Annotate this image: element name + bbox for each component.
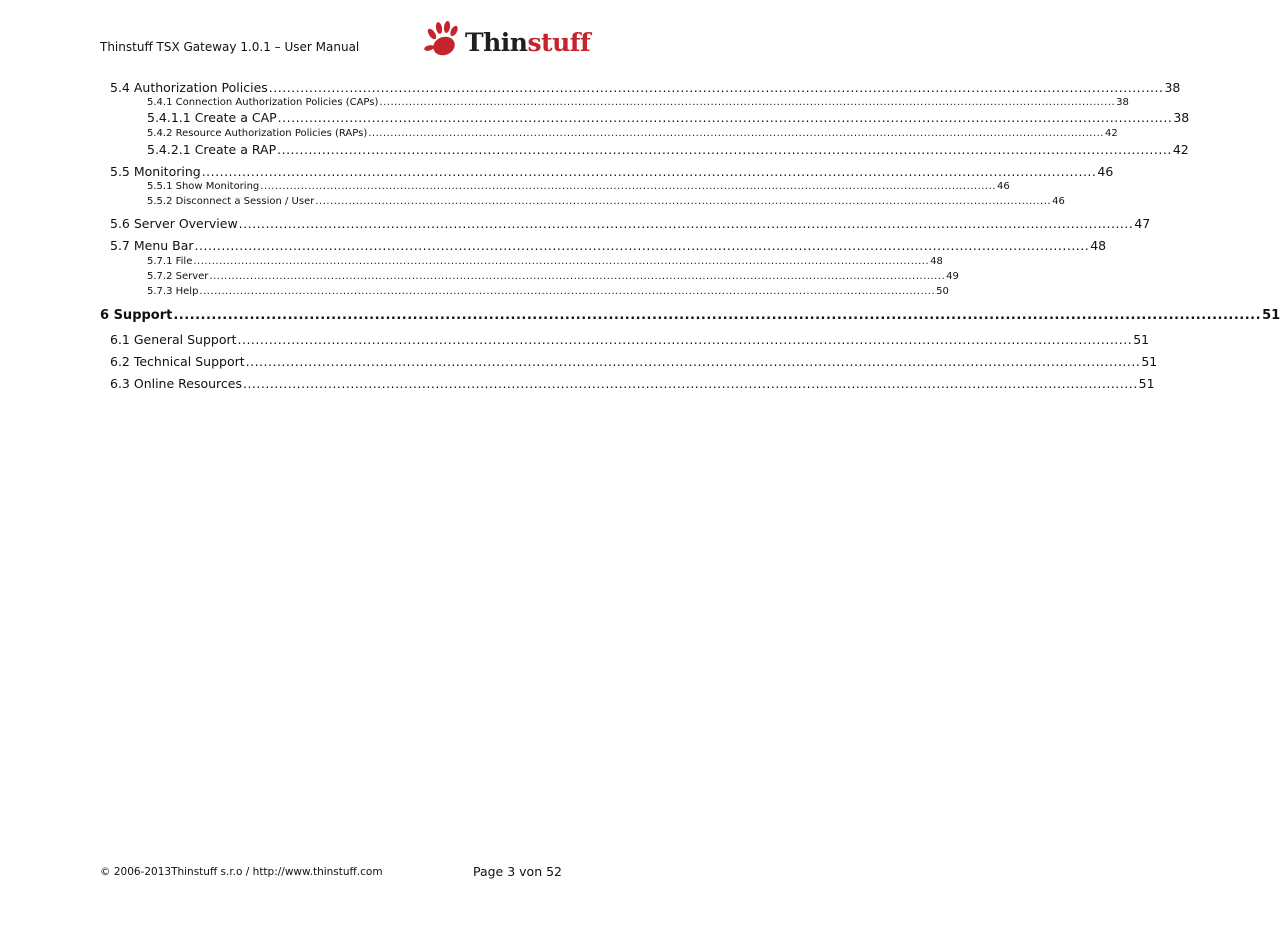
toc-entry-page: 42 <box>1172 142 1189 157</box>
toc-leader-dots: ........................................................................................................................................................................................................ <box>237 332 1133 347</box>
toc-leader-dots: ........................................................................................................................................................................................................ <box>238 216 1134 231</box>
toc-leader-dots: ........................................................................................................................................................................................................ <box>242 376 1138 391</box>
toc-leader-dots: ........................................................................................................................................................................................................ <box>277 142 1172 157</box>
toc-leader-dots: ........................................................................................................................................................................................................ <box>193 256 930 267</box>
toc-entry-title: 5.4.2 Resource Authorization Policies (RAPs) <box>147 128 368 139</box>
toc-entry[interactable] <box>147 128 1118 139</box>
toc-entry[interactable] <box>110 376 1155 391</box>
toc-entry-title: 5.4.2.1 Create a RAP <box>147 142 277 157</box>
toc-entry-title: 5.4.1 Connection Authorization Policies (CAPs) <box>147 97 379 108</box>
toc-entry[interactable] <box>110 216 1151 231</box>
toc-leader-dots: ........................................................................................................................................................................................................ <box>199 286 936 297</box>
toc-entry-title: 5.5.2 Disconnect a Session / User <box>147 196 315 207</box>
toc-entry-page: 49 <box>946 271 959 282</box>
toc-entry-page: 48 <box>1090 238 1107 253</box>
toc-entry-title: 5.7 Menu Bar <box>110 238 194 253</box>
toc-leader-dots: ........................................................................................................................................................................................................ <box>201 164 1097 179</box>
toc-entry-title: 5.4.1.1 Create a CAP <box>147 110 277 125</box>
toc-leader-dots: ........................................................................................................................................................................................................ <box>245 354 1141 369</box>
toc-entry-page: 38 <box>1164 80 1181 95</box>
toc-entry[interactable] <box>147 196 1065 207</box>
toc-entry[interactable] <box>147 110 1190 125</box>
toc-entry[interactable] <box>147 271 959 282</box>
toc-entry-page: 51 <box>1133 332 1150 347</box>
toc-entry[interactable] <box>147 142 1189 157</box>
toc-entry[interactable] <box>147 97 1129 108</box>
toc-entry[interactable] <box>110 332 1150 347</box>
logo-wordmark-stuff: stuff <box>527 28 591 57</box>
document-header-title: Thinstuff TSX Gateway 1.0.1 – User Manual <box>100 40 360 54</box>
toc-leader-dots: ........................................................................................................................................................................................................ <box>209 271 946 282</box>
toc-entry-title: 6.2 Technical Support <box>110 354 245 369</box>
toc-entry-page: 46 <box>997 181 1010 192</box>
toc-entry[interactable] <box>110 80 1181 95</box>
toc-entry[interactable] <box>147 256 943 267</box>
toc-leader-dots: ........................................................................................................................................................................................................ <box>277 110 1173 125</box>
toc-leader-dots: ........................................................................................................................................................................................................ <box>268 80 1164 95</box>
toc-entry-page: 42 <box>1104 128 1118 139</box>
toc-entry[interactable] <box>110 354 1158 369</box>
thinstuff-logo <box>423 20 598 62</box>
toc-leader-dots: ........................................................................................................................................................................................................ <box>315 196 1052 207</box>
toc-leader-dots: ........................................................................................................................................................................................................ <box>194 238 1090 253</box>
toc-leader-dots: ........................................................................................................................................................................................................ <box>379 97 1116 108</box>
toc-entry-title: 5.7.3 Help <box>147 286 199 297</box>
toc-entry-title: 5.4 Authorization Policies <box>110 80 268 95</box>
toc-entry-title: 5.7.1 File <box>147 256 193 267</box>
toc-entry-page: 46 <box>1052 196 1065 207</box>
toc-leader-dots: ........................................................................................................................................................................................................ <box>368 128 1104 139</box>
footer-copyright: © 2006-2013Thinstuff s.r.o / http://www.thinstuff.com <box>100 866 383 878</box>
toc-entry-title: 5.6 Server Overview <box>110 216 238 231</box>
logo-wordmark <box>465 28 590 57</box>
toc-entry-title: 6.1 General Support <box>110 332 237 347</box>
footer-page-number: Page 3 von 52 <box>472 864 562 879</box>
hand-logo-icon <box>423 20 467 62</box>
toc-entry-page: 50 <box>936 286 949 297</box>
toc-entry-chapter[interactable] <box>100 308 1280 323</box>
toc-entry[interactable] <box>147 181 1010 192</box>
toc-entry[interactable] <box>110 164 1114 179</box>
toc-entry-page: 47 <box>1134 216 1151 231</box>
toc-entry-page: 48 <box>930 256 943 267</box>
toc-entry-page: 38 <box>1116 97 1129 108</box>
toc-entry-title: 6.3 Online Resources <box>110 376 242 391</box>
toc-entry-page: 46 <box>1097 164 1114 179</box>
toc-entry-page: 38 <box>1173 110 1190 125</box>
toc-entry-title: 5.7.2 Server <box>147 271 209 282</box>
toc-entry-title: 6 Support <box>100 308 173 323</box>
toc-leader-dots: ........................................................................................................................................................................................................ <box>173 308 1262 323</box>
toc-leader-dots: ........................................................................................................................................................................................................ <box>260 181 997 192</box>
toc-entry-page: 51 <box>1138 376 1155 391</box>
logo-wordmark-thin: Thin <box>465 28 528 57</box>
toc-entry-page: 51 <box>1262 308 1280 323</box>
toc-entry-page: 51 <box>1141 354 1158 369</box>
toc-entry-title: 5.5.1 Show Monitoring <box>147 181 260 192</box>
toc-entry[interactable] <box>147 286 949 297</box>
toc-entry-title: 5.5 Monitoring <box>110 164 201 179</box>
toc-entry[interactable] <box>110 238 1107 253</box>
